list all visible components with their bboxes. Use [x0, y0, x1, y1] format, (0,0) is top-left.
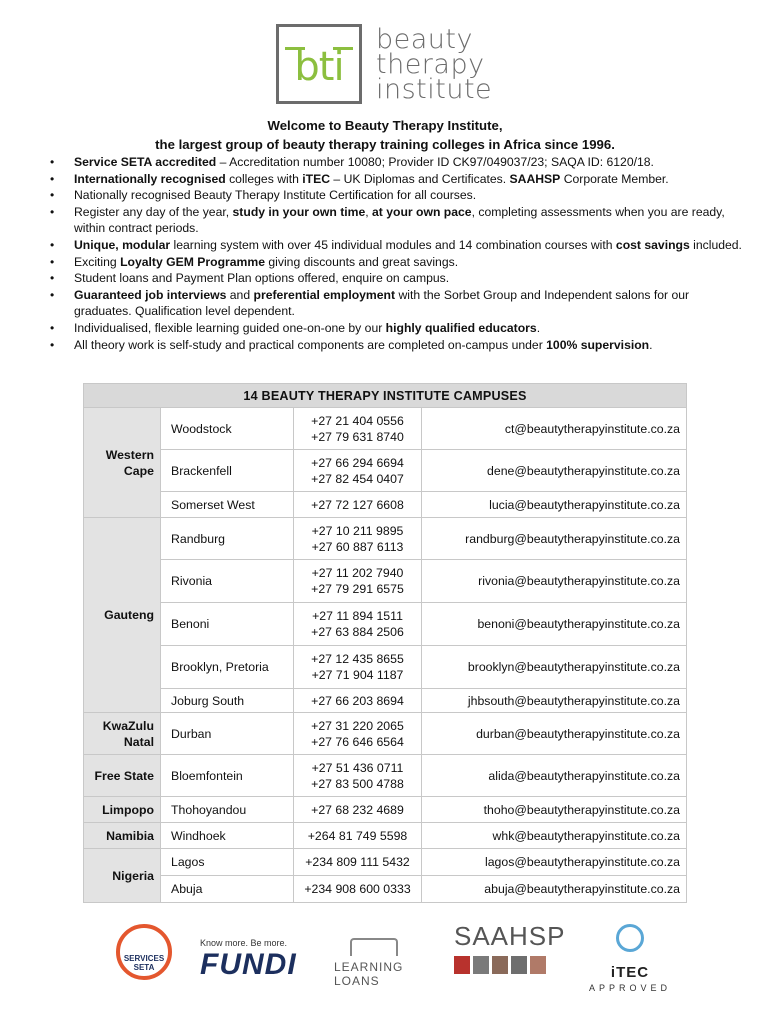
list-item: • Student loans and Payment Plan options offered, enquire on campus.: [40, 270, 745, 287]
table-row: [84, 646, 687, 689]
campus-phones: +27 66 203 8694: [294, 689, 422, 713]
campus-phones: +27 72 127 6608: [294, 492, 422, 518]
campus-phones: +27 66 294 6694 +27 82 454 0407: [294, 450, 422, 492]
campus-email[interactable]: jhbsouth@beautytherapyinstitute.co.za: [422, 689, 687, 713]
campus-name: Thohoyandou: [161, 797, 294, 823]
globe-icon: [616, 924, 644, 952]
region-nigeria: Nigeria: [84, 849, 161, 903]
itec-approved: APPROVED: [588, 983, 671, 993]
table-row: [84, 797, 687, 823]
campus-name: Durban: [161, 713, 294, 755]
table-row: [84, 823, 687, 849]
logo-wordmark: [376, 23, 493, 105]
campus-email[interactable]: thoho@beautytherapyinstitute.co.za: [422, 797, 687, 823]
campus-email[interactable]: lucia@beautytherapyinstitute.co.za: [422, 492, 687, 518]
table-row: [84, 492, 687, 518]
list-item: • Guaranteed job interviews and preferential employment with the Sorbet Group and Independent salons for our graduates. Qualification level dependent.: [40, 287, 745, 320]
campus-phones: +27 11 202 7940 +27 79 291 6575: [294, 560, 422, 603]
bti-logo: [276, 24, 492, 104]
table-row: [84, 518, 687, 560]
list-item: • Unique, modular learning system with over 45 individual modules and 14 combination courses with cost savings included.: [40, 237, 745, 254]
table-row: [84, 560, 687, 603]
services-seta-logo: [116, 924, 172, 1000]
fundi-tagline: Know more. Be more.: [200, 938, 288, 948]
campus-name: Randburg: [161, 518, 294, 560]
logo-word-therapy: therapy: [376, 48, 485, 80]
campus-phones: +27 11 894 1511 +27 63 884 2506: [294, 603, 422, 646]
region-gauteng: Gauteng: [84, 518, 161, 713]
table-row: [84, 755, 687, 797]
learning-loans-logo: [334, 938, 403, 988]
campus-phones: +27 51 436 0711 +27 83 500 4788: [294, 755, 422, 797]
saahsp-block: [511, 956, 527, 974]
campus-phones: +27 12 435 8655 +27 71 904 1187: [294, 646, 422, 689]
saahsp-block: [473, 956, 489, 974]
campus-name: Windhoek: [161, 823, 294, 849]
campus-email[interactable]: rivonia@beautytherapyinstitute.co.za: [422, 560, 687, 603]
campus-email[interactable]: lagos@beautytherapyinstitute.co.za: [422, 849, 687, 876]
list-item: • Nationally recognised Beauty Therapy Institute Certification for all courses.: [40, 187, 745, 204]
campus-email[interactable]: dene@beautytherapyinstitute.co.za: [422, 450, 687, 492]
region-namibia: Namibia: [84, 823, 161, 849]
saahsp-block: [492, 956, 508, 974]
itec-logo: [588, 924, 672, 993]
campus-phones: +27 31 220 2065 +27 76 646 6564: [294, 713, 422, 755]
campus-name: Bloemfontein: [161, 755, 294, 797]
campus-phones: +234 908 600 0333: [294, 876, 422, 903]
campus-name: Somerset West: [161, 492, 294, 518]
campus-email[interactable]: abuja@beautytherapyinstitute.co.za: [422, 876, 687, 903]
campus-email[interactable]: brooklyn@beautytherapyinstitute.co.za: [422, 646, 687, 689]
campuses-table-title: 14 BEAUTY THERAPY INSTITUTE CAMPUSES: [84, 384, 687, 408]
list-item: • Register any day of the year, study in your own time, at your own pace, completing assessments when you are ready, within contract periods.: [40, 204, 745, 237]
learning-loans-line2: LOANS: [334, 974, 380, 988]
saahsp-logo: [454, 921, 566, 974]
table-row: [84, 876, 687, 903]
list-item: • Individualised, flexible learning guided one-on-one by our highly qualified educators.: [40, 320, 745, 337]
campus-name: Woodstock: [161, 408, 294, 450]
features-list: [40, 154, 745, 353]
welcome-heading-line1: Welcome to Beauty Therapy Institute,: [267, 118, 503, 133]
campus-phones: +234 809 111 5432: [294, 849, 422, 876]
campus-email[interactable]: randburg@beautytherapyinstitute.co.za: [422, 518, 687, 560]
campus-name: Joburg South: [161, 689, 294, 713]
house-icon: [350, 938, 398, 956]
list-item: • All theory work is self-study and practical components are completed on-campus under 100% supervision.: [40, 337, 745, 354]
saahsp-wordmark: SAAHSP: [454, 921, 566, 951]
welcome-heading-line2: the largest group of beauty therapy training colleges in Africa since 1996.: [155, 137, 615, 152]
list-item: • Exciting Loyalty GEM Programme giving discounts and great savings.: [40, 254, 745, 271]
campus-name: Lagos: [161, 849, 294, 876]
campuses-table: [83, 383, 687, 903]
logo-mark-text: bti: [294, 44, 344, 90]
region-western-cape: Western Cape: [84, 408, 161, 518]
campus-email[interactable]: benoni@beautytherapyinstitute.co.za: [422, 603, 687, 646]
list-item: • Internationally recognised colleges with iTEC – UK Diplomas and Certificates. SAAHSP Corporate Member.: [40, 171, 745, 188]
region-kwazulu-natal: KwaZulu Natal: [84, 713, 161, 755]
campus-name: Brackenfell: [161, 450, 294, 492]
table-row: [84, 689, 687, 713]
partner-logos: [0, 918, 770, 1018]
campus-name: Abuja: [161, 876, 294, 903]
logo-word-institute: institute: [376, 73, 493, 105]
welcome-heading: [0, 116, 770, 154]
saahsp-block: [530, 956, 546, 974]
learning-loans-line1: LEARNING: [334, 960, 404, 974]
campus-phones: +27 10 211 9895 +27 60 887 6113: [294, 518, 422, 560]
campus-name: Benoni: [161, 603, 294, 646]
campus-email[interactable]: durban@beautytherapyinstitute.co.za: [422, 713, 687, 755]
saahsp-block: [454, 956, 470, 974]
table-row: [84, 408, 687, 450]
campus-email[interactable]: whk@beautytherapyinstitute.co.za: [422, 823, 687, 849]
table-row: [84, 849, 687, 876]
seta-text: SERVICES SETA: [123, 954, 165, 972]
region-free-state: Free State: [84, 755, 161, 797]
list-item: • Service SETA accredited – Accreditation number 10080; Provider ID CK97/049037/23; SAQA ID: 6120/18.: [40, 154, 745, 171]
campus-phones: +27 68 232 4689: [294, 797, 422, 823]
campus-email[interactable]: alida@beautytherapyinstitute.co.za: [422, 755, 687, 797]
campus-name: Brooklyn, Pretoria: [161, 646, 294, 689]
campus-email[interactable]: ct@beautytherapyinstitute.co.za: [422, 408, 687, 450]
campus-name: Rivonia: [161, 560, 294, 603]
table-row: [84, 603, 687, 646]
itec-wordmark: iTEC: [610, 964, 650, 981]
fundi-wordmark: FUNDI: [200, 948, 297, 981]
table-row: [84, 450, 687, 492]
bti-logo-mark: [276, 24, 362, 104]
table-row: [84, 713, 687, 755]
saahsp-color-blocks: [454, 956, 549, 974]
campus-phones: +264 81 749 5598: [294, 823, 422, 849]
logo-word-beauty: beauty: [376, 23, 473, 55]
region-limpopo: Limpopo: [84, 797, 161, 823]
fundi-logo: [200, 938, 297, 982]
campus-phones: +27 21 404 0556 +27 79 631 8740: [294, 408, 422, 450]
